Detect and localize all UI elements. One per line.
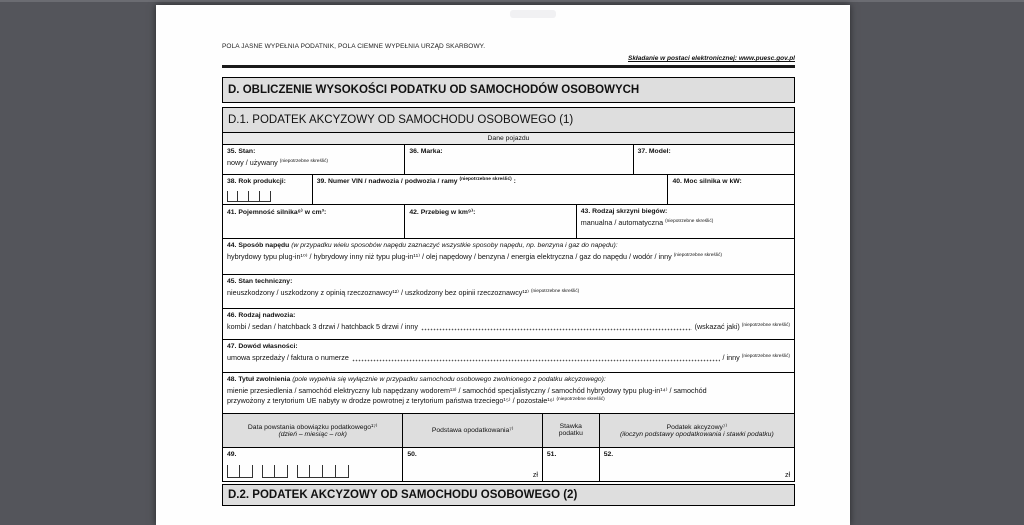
strike-hint: (niepotrzebne skreślić) [279, 159, 328, 164]
strike-hint: (niepotrzebne skreślić) [665, 219, 714, 224]
field-50-currency: zł [532, 471, 538, 479]
row-47 [223, 340, 794, 373]
field-40-moc-silnika[interactable] [667, 175, 794, 204]
section-d1-block [222, 107, 795, 482]
field-35-label: 35. Stan: [227, 147, 256, 155]
field-38-label: 38. Rok produkcji: [227, 177, 286, 185]
row-46 [223, 309, 794, 340]
field-52-currency: zł [784, 471, 790, 479]
field-37-model[interactable] [633, 145, 794, 174]
row-38-39-40 [223, 175, 794, 205]
row-48 [223, 373, 794, 414]
form-akcu-section-d [222, 43, 795, 506]
field-48-label: 48. Tytuł zwolnienia (pole wypełnia się wyłącznie w przypadku samochodu osobowego zwolnionego z podatku akcyzowego): [227, 375, 606, 383]
field-49-number: 49. [227, 450, 237, 458]
field-48-tytul-zwolnienia [223, 373, 794, 413]
col-stawka: Stawka podatku [542, 414, 599, 447]
field-36-label: 36. Marka: [409, 147, 443, 155]
col-podatek: Podatek akcyzowy⁷⁾ (iloczyn podstawy opodatkowania i stawki podatku) [599, 414, 794, 447]
field-50-number: 50. [407, 450, 417, 458]
row-35-36-37 [223, 145, 794, 175]
section-d-header: D. OBLICZENIE WYSOKOŚCI PODATKU OD SAMOCHODÓW OSOBOWYCH [222, 77, 795, 103]
col-podstawa: Podstawa opodatkowania⁷⁾ [402, 414, 542, 447]
field-45-label: 45. Stan techniczny: [227, 277, 293, 285]
viewer-top-edge [0, 0, 1024, 2]
field-45-stan-techniczny [223, 275, 794, 308]
row-41-42-43 [223, 205, 794, 239]
field-37-label: 37. Model: [637, 147, 671, 155]
field-39-label: 39. Numer VIN / nadwozia / podwozia / ramy $^{(niepotrzebne skreślić)}$ : [316, 177, 516, 185]
section-d2-header: D.2. PODATEK AKCYZOWY OD SAMOCHODU OSOBOWEGO (2) [222, 484, 795, 506]
field-38-rok-produkcji[interactable] [223, 175, 312, 204]
row-49-52 [223, 448, 794, 481]
row-44 [223, 239, 794, 275]
field-47-dowod-wlasnosci [223, 340, 794, 372]
field-44-options: hybrydowy typu plug-in¹⁰⁾ / hybrydowy inny niż typu plug-in¹¹⁾ / olej napędowy / benzyna / energia elektryczna / gaz do napędu / wodór / inny $^{(niepotrzebne skreślić)}$ [227, 251, 722, 261]
strike-hint: (niepotrzebne skreślić) [556, 397, 605, 402]
field-46-label: 46. Rodzaj nadwozia: [227, 311, 296, 319]
row-45 [223, 275, 794, 309]
field-39-numer-vin[interactable] [312, 175, 668, 204]
field-51-stawka[interactable] [542, 448, 599, 481]
strike-hint: (niepotrzebne skreślić) [741, 354, 790, 359]
col-data-powstania: Data powstania obowiązku podatkowego¹⁷⁾ (dzień – miesiąc – rok) [247, 423, 378, 438]
field-42-label: 42. Przebieg w km⁹⁾: [409, 208, 476, 216]
field-47-options: umowa sprzedaży / faktura o numerze / inny (niepotrzebne skreślić) [227, 352, 790, 362]
strike-hint: (niepotrzebne skreślić) [673, 253, 722, 258]
field-41-label: 41. Pojemność silnika⁸⁾ w cm³: [227, 208, 327, 216]
field-52-podatek[interactable] [599, 448, 794, 481]
field-36-marka[interactable] [404, 145, 632, 174]
field-45-options: nieuszkodzony / uszkodzony z opinią rzeczoznawcy¹²⁾ / uszkodzony bez opinii rzeczoznawcy¹²⁾ $^{(niepotrzebne skreślić)}$ [227, 287, 580, 297]
document-page [156, 5, 850, 525]
field-49-date-boxes[interactable] [227, 465, 349, 478]
scroll-indicator [510, 10, 556, 18]
field-50-podstawa[interactable] [402, 448, 542, 481]
field-42-przebieg[interactable] [404, 205, 575, 238]
field-47-fill-line[interactable] [352, 356, 720, 362]
field-43-skrzynia [576, 205, 794, 238]
field-46-options: kombi / sedan / hatchback 3 drzwi / hatchback 5 drzwi / inny (wskazać jaki) (niepotrzebne skreślić) [227, 321, 790, 331]
field-44-label: 44. Sposób napędu (w przypadku wielu sposobów napędu zaznaczyć wszystkie sposoby napędu, np. benzyna i gaz do napędu): [227, 241, 618, 249]
field-41-pojemnosc[interactable] [223, 205, 404, 238]
field-35-options: nowy / używany $^{(niepotrzebne skreślić)}$ [227, 157, 328, 167]
efiling-note: Składanie w postaci elektronicznej: www.puesc.gov.pl [627, 55, 795, 62]
field-43-options: manualna / automatyczna $^{(niepotrzebne skreślić)}$ [580, 217, 714, 227]
vehicle-data-band: Dane pojazdu [223, 133, 794, 145]
tax-table-header [223, 414, 794, 448]
field-35-stan [223, 145, 404, 174]
strike-hint: (niepotrzebne skreślić) [530, 289, 580, 294]
section-d1-header: D.1. PODATEK AKCYZOWY OD SAMOCHODU OSOBOWEGO (1) [223, 108, 794, 133]
field-49-data[interactable] [223, 448, 402, 481]
field-48-options-line2: przywożony z terytorium UE nabyty w drodze powrotnej z terytorium państwa trzeciego¹⁵⁾ / pozostałe¹⁶⁾ $^{(niepotrzebne skreślić)}$ [227, 395, 605, 405]
field-51-number: 51. [546, 450, 557, 458]
field-46-fill-line[interactable] [421, 325, 692, 331]
strike-hint: (niepotrzebne skreślić) [459, 177, 512, 182]
field-46-rodzaj-nadwozia [223, 309, 794, 339]
field-48-options-line1: mienie przesiedlenia / samochód elektryczny lub napędzany wodorem¹³⁾ / samochód specjalistyczny / samochód hybrydowy typu plug-in¹⁴⁾ / samochód [227, 385, 707, 395]
field-40-label: 40. Moc silnika w kW: [672, 177, 742, 185]
field-47-label: 47. Dowód własności: [227, 342, 298, 350]
header-divider [222, 65, 795, 68]
filling-instruction: POLA JASNE WYPEŁNIA PODATNIK, POLA CIEMNE WYPEŁNIA URZĄD SKARBOWY. [222, 43, 486, 50]
strike-hint: (niepotrzebne skreślić) [741, 323, 790, 328]
field-43-label: 43. Rodzaj skrzyni biegów: [580, 207, 668, 215]
field-44-sposob-napedu [223, 239, 794, 274]
field-38-year-boxes[interactable] [227, 191, 271, 202]
field-52-number: 52. [603, 450, 614, 458]
